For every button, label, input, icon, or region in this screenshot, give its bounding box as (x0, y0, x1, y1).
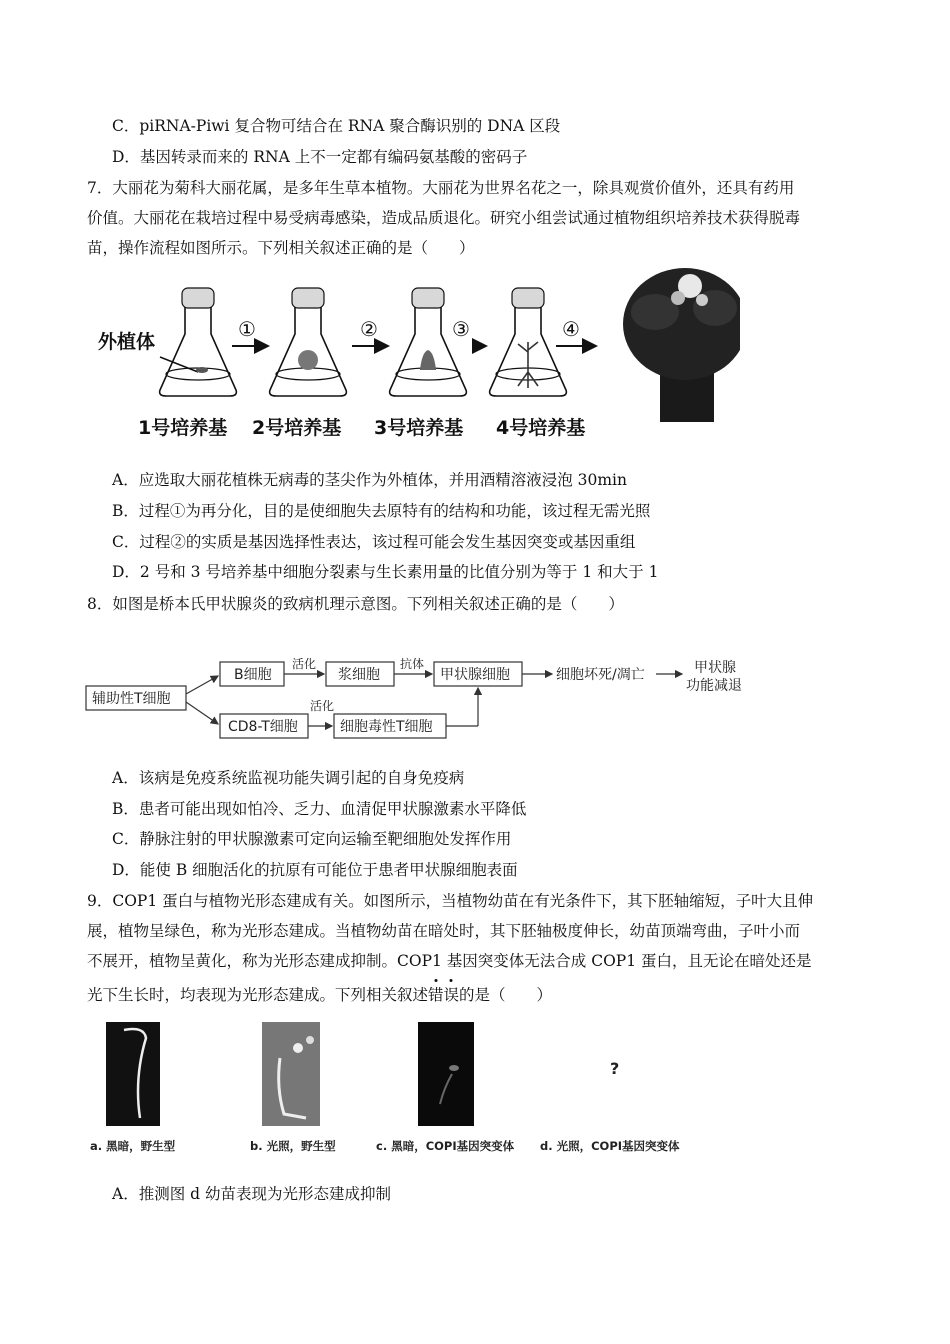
medium-1-label: 1号培养基 (138, 417, 228, 439)
q6-option-c: C．piRNA-Piwi 复合物可结合在 RNA 聚合酶识别的 DNA 区段 (112, 117, 561, 135)
outcome-necrosis-label: 细胞坏死/凋亡 (556, 667, 645, 683)
flask-3 (390, 288, 467, 396)
flask-4 (490, 288, 567, 396)
q6-option-d: D．基因转录而来的 RNA 上不一定都有编码氨基酸的密码子 (112, 148, 528, 166)
b-cell-label: B细胞 (234, 667, 272, 683)
antibody-label: 抗体 (400, 657, 425, 671)
cd8-label: CD8-T细胞 (228, 719, 298, 735)
caption-b: b. 光照，野生型 (250, 1139, 336, 1153)
q7-option-b: B．过程①为再分化，目的是使细胞失去原特有的结构和功能，该过程无需光照 (112, 502, 651, 520)
seedling-a-photo (106, 1022, 160, 1126)
q9-option-a: A．推测图 d 幼苗表现为光形态建成抑制 (112, 1185, 391, 1203)
q8-option-d: D．能使 B 细胞活化的抗原有可能位于患者甲状腺细胞表面 (112, 861, 518, 879)
q7-stem-line3: 苗，操作流程如图所示。下列相关叙述正确的是（ ） (87, 239, 475, 257)
seedling-b-photo (262, 1022, 320, 1126)
emphasis-char-2-text: 误 (443, 986, 460, 1004)
medium-4-label: 4号培养基 (496, 417, 586, 439)
q8-stem: 8．如图是桥本氏甲状腺炎的致病机理示意图。下列相关叙述正确的是（ ） (87, 595, 624, 613)
cytotoxic-t-label: 细胞毒性T细胞 (340, 719, 433, 735)
caption-c: c. 黑暗，COPI基因突变体 (376, 1139, 515, 1153)
caption-a: a. 黑暗，野生型 (90, 1139, 176, 1153)
q8-option-b: B．患者可能出现如怕冷、乏力、血清促甲状腺激素水平降低 (112, 800, 527, 818)
outcome-hypothyroid-label-1: 甲状腺 (694, 660, 736, 676)
q7-option-d: D．2 号和 3 号培养基中细胞分裂素与生长素用量的比值分别为等于 1 和大于 1 (112, 563, 659, 581)
caption-d: d. 光照，COPI基因突变体 (540, 1139, 680, 1153)
helper-t-label: 辅助性T细胞 (92, 691, 171, 707)
step-1-label: ① (238, 317, 256, 341)
bud (420, 350, 436, 370)
plasma-cell-label: 浆细胞 (338, 667, 380, 683)
step-2-label: ② (360, 317, 378, 341)
outcome-hypothyroid-label-2: 功能减退 (686, 678, 742, 694)
dahlia-plant-image (623, 268, 740, 422)
q8-mechanism-diagram (84, 652, 764, 748)
q7-stem-line1: 7．大丽花为菊科大丽花属，是多年生草本植物。大丽花为世界名花之一，除具观赏价值外，还具有药用 (87, 179, 795, 197)
activate-label-2: 活化 (310, 699, 335, 713)
explant-label: 外植体 (98, 331, 156, 353)
q9-stem-line1: 9．COP1 蛋白与植物光形态建成有关。如图所示，当植物幼苗在有光条件下，其下胚轴缩短，子叶大且伸 (87, 892, 814, 910)
q7-stem-line2: 价值。大丽花在栽培过程中易受病毒感染，造成品质退化。研究小组尝试通过植物组织培养技术获得脱毒 (87, 209, 801, 227)
activate-label-1: 活化 (292, 657, 317, 671)
emphasis-char-1-text: 错 (428, 986, 444, 1004)
q8-option-a: A．该病是免疫系统监视功能失调引起的自身免疫病 (112, 769, 465, 787)
thyroid-cell-label: 甲状腺细胞 (440, 667, 510, 683)
explant-tissue (196, 367, 208, 373)
plantlet (518, 342, 538, 388)
step-4-label: ④ (562, 317, 580, 341)
q9-stem-line4-prefix: 光下生长时，均表现为光形态建成。下列相关叙述 (87, 986, 429, 1004)
medium-3-label: 3号培养基 (374, 417, 464, 439)
callus (298, 350, 318, 370)
flask-2 (270, 288, 347, 396)
emphasis-char-2 (444, 985, 460, 1005)
flask-1 (160, 288, 237, 396)
emphasis-char-1 (428, 985, 444, 1005)
q9-seedling-figure (84, 1018, 724, 1160)
q9-stem-line3: 不展开，植物呈黄化，称为光形态建成抑制。COP1 基因突变体无法合成 COP1 蛋白，且无论在暗处还是 (87, 952, 812, 970)
step-3-label: ③ (452, 317, 470, 341)
q9-stem-line4 (87, 985, 552, 1005)
q7-option-a: A．应选取大丽花植株无病毒的茎尖作为外植体，并用酒精溶液浸泡 30min (112, 471, 627, 489)
seedling-c-photo (418, 1022, 474, 1126)
q8-option-c: C．静脉注射的甲状腺激素可定向运输至靶细胞处发挥作用 (112, 830, 512, 848)
unknown-mark: ? (610, 1059, 620, 1078)
q7-option-c: C．过程②的实质是基因选择性表达，该过程可能会发生基因突变或基因重组 (112, 533, 636, 551)
q9-stem-line2: 展，植物呈绿色，称为光形态建成。当植物幼苗在暗处时，其下胚轴极度伸长，幼苗顶端弯曲，子叶小而 (87, 922, 801, 940)
medium-2-label: 2号培养基 (252, 417, 342, 439)
q9-stem-line4-suffix: 的是（ ） (459, 986, 553, 1004)
q7-tissue-culture-figure (90, 262, 740, 450)
